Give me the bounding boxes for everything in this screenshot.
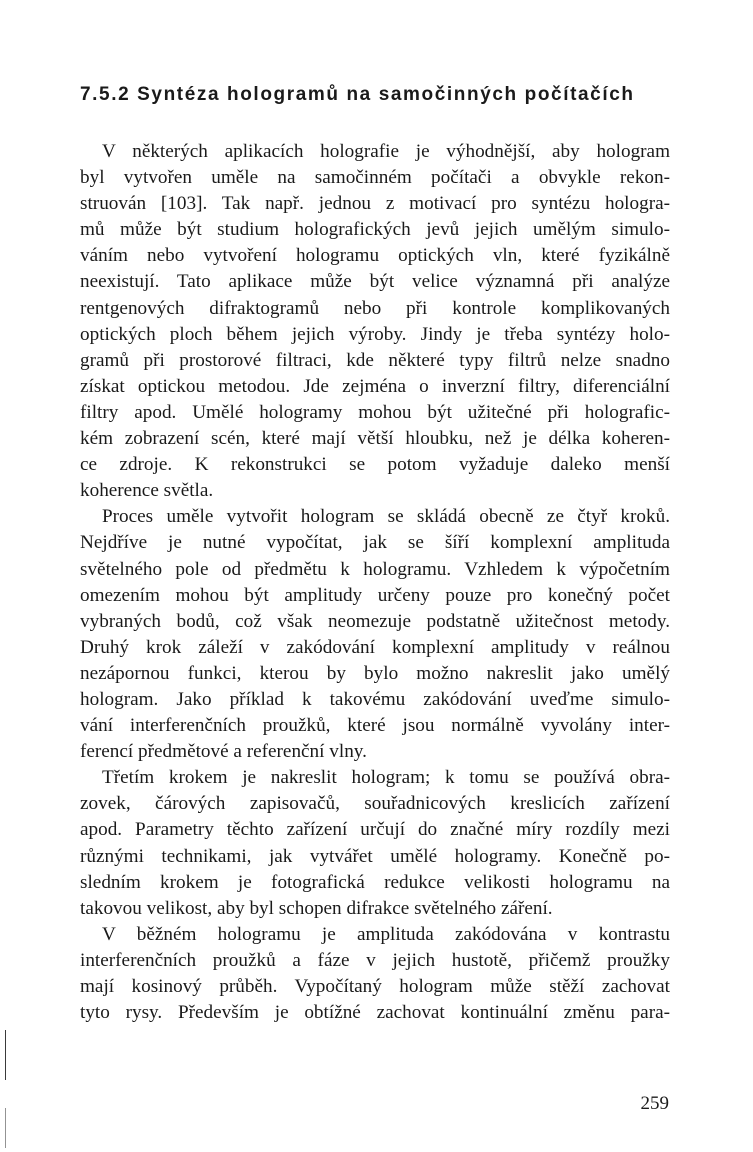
scan-edge-mark [5, 1030, 6, 1080]
text-line: kém zobrazení scén, které mají větší hloubku, než je délka koheren- [80, 428, 670, 450]
text-line: světelného pole od předmětu k hologramu. Vzhledem k výpočetním [80, 558, 670, 580]
text-line: apod. Parametry těchto zařízení určují do značné míry rozdíly mezi [80, 819, 670, 841]
text-line: mají kosinový průběh. Vypočítaný hologram může stěží zachovat [80, 976, 670, 997]
text-line: struován [103]. Tak např. jednou z motivací pro syntézu hologra- [80, 193, 670, 215]
scan-edge-mark [5, 1108, 6, 1148]
text-line: sledním krokem je fotografická redukce velikosti hologramu na [80, 871, 670, 893]
text-line: Proces uměle vytvořit hologram se skládá obecně ze čtyř kroků. [102, 506, 670, 528]
text-line: neexistují. Tato aplikace může být velice významná při analýze [80, 271, 670, 293]
text-line: různými technikami, jak vytvářet umělé hologramy. Konečně po- [80, 845, 670, 867]
text-line: optických ploch během jejich výroby. Jindy je třeba syntézy holo- [80, 323, 670, 345]
page-number: 259 [640, 1093, 669, 1114]
text-line: Druhý krok záleží v zakódování komplexní amplitudy v reálnou [80, 636, 670, 658]
text-line: byl vytvořen uměle na samočinném počítači a obvykle rekon- [80, 167, 670, 189]
text-line: rentgenových difraktogramů nebo při kontrole komplikovaných [80, 297, 670, 319]
text-line: mů může být studium holografických jevů jejich umělým simulo- [80, 219, 670, 241]
text-line: tyto rysy. Především je obtížné zachovat kontinuální změnu para- [80, 1002, 670, 1024]
paragraph-1 [80, 139, 670, 504]
text-line: koherence světla. [80, 480, 214, 502]
text-line: ce zdroje. K rekonstrukci se potom vyžaduje daleko menší [80, 454, 670, 476]
text-line: V běžném hologramu je amplituda zakódována v kontrastu [102, 923, 670, 945]
text-line: vání interferenčních proužků, které jsou normálně vyvolány inter- [80, 715, 670, 737]
paragraph-2 [80, 504, 670, 765]
text-line: získat optickou metodou. Jde zejména o inverzní filtry, diferenciální [80, 375, 670, 397]
text-line: V některých aplikacích holografie je výhodnější, aby hologram [102, 141, 670, 162]
text-line: ferencí předmětové a referenční vlny. [80, 741, 367, 763]
text-line: takovou velikost, aby byl schopen difrakce světelného záření. [80, 897, 553, 919]
text-line: hologram. Jako příklad k takovému zakódování uveďme simulo- [80, 688, 670, 710]
text-line: filtry apod. Umělé hologramy mohou být užitečné při holografic- [80, 401, 670, 423]
paragraph-3 [80, 765, 670, 922]
text-line: nezápornou funkci, kterou by bylo možno nakreslit jako umělý [80, 662, 670, 684]
text-line: váním nebo vytvoření hologramu optických vln, které fyzikálně [80, 245, 670, 267]
text-line: interferenčních proužků a fáze v jejich hustotě, přičemž proužky [80, 949, 670, 971]
body-text [80, 139, 670, 1026]
section-heading: 7.5.2 Syntéza hologramů na samočinných počítačích [80, 84, 635, 105]
paragraph-4 [80, 922, 670, 1026]
text-line: omezením mohou být amplitudy určeny pouze pro konečný počet [80, 584, 670, 606]
text-line: vybraných bodů, což však neomezuje podstatně užitečnost metody. [80, 610, 670, 632]
text-line: gramů při prostorové filtraci, kde některé typy filtrů nelze snadno [80, 349, 670, 371]
text-line: zovek, čárových zapisovačů, souřadnicových kreslicích zařízení [80, 793, 670, 815]
text-line: Nejdříve je nutné vypočítat, jak se šíří komplexní amplituda [80, 532, 670, 554]
text-line: Třetím krokem je nakreslit hologram; k tomu se používá obra- [102, 767, 670, 789]
